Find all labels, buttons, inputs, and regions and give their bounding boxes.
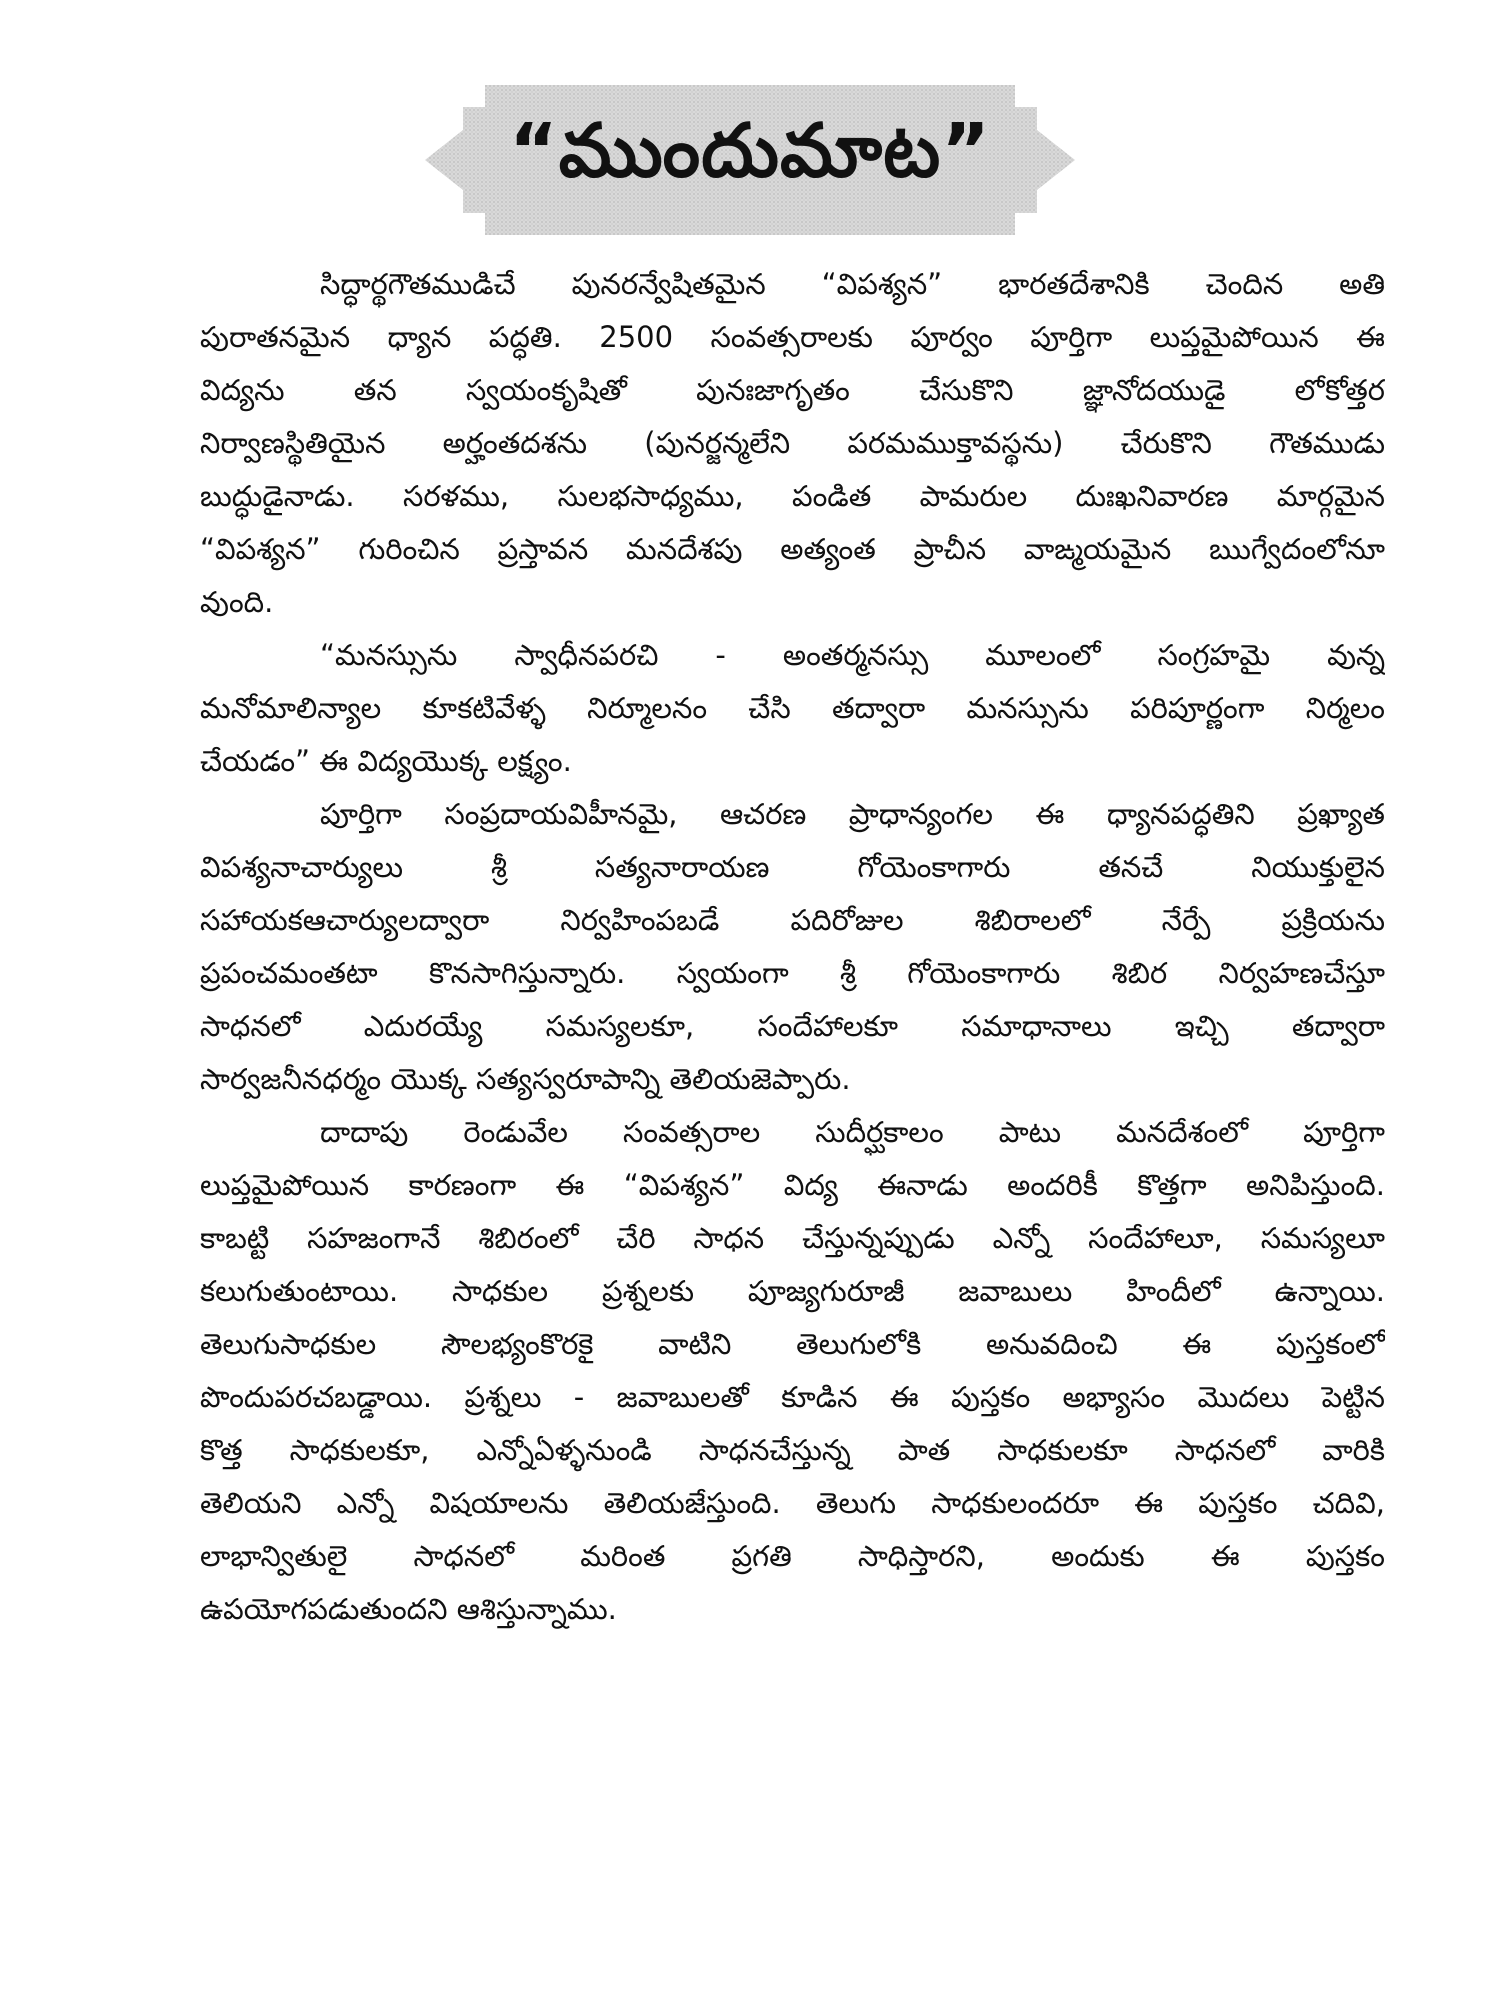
text-line: లుప్తమైపోయిన కారణంగా ఈ “విపశ్యన” విద్య ఈనాడు అందరికీ కొత్తగా అనిపిస్తుంది.: [200, 1168, 1385, 1202]
text-line: ఉపయోగపడుతుందని ఆశిస్తున్నాము.: [200, 1592, 617, 1626]
text-line: తెలుగుసాధకుల సౌలభ్యంకొరకై వాటిని తెలుగులోకి అనువదించి ఈ పుస్తకంలో: [200, 1327, 1385, 1361]
text-line: పూర్తిగా సంప్రదాయవిహీనమై, ఆచరణ ప్రాధాన్యంగల ఈ ధ్యానపద్ధతిని ప్రఖ్యాత: [320, 797, 1385, 831]
text-line: నిర్వాణస్థితియైన అర్హంతదశను (పునర్జన్మలేని పరమముక్తావస్థను) చేరుకొని గౌతముడు: [200, 426, 1385, 460]
text-line: మనోమాలిన్యాల కూకటివేళ్ళ నిర్మూలనం చేసి తద్వారా మనస్సును పరిపూర్ణంగా నిర్మలం: [200, 691, 1385, 725]
text-line: వుంది.: [200, 585, 274, 619]
text-line: సహాయకఆచార్యులద్వారా నిర్వహింపబడే పదిరోజుల శిబిరాలలో నేర్పే ప్రక్రియను: [200, 903, 1385, 937]
text-line: సార్వజనీనధర్మం యొక్క సత్యస్వరూపాన్ని తెలియజెప్పారు.: [200, 1062, 851, 1096]
paragraph: [200, 1106, 1385, 1636]
text-line: చేయడం” ఈ విద్యయొక్క లక్ష్యం.: [200, 744, 572, 778]
text-line: కలుగుతుంటాయి. సాధకుల ప్రశ్నలకు పూజ్యగురూజీ జవాబులు హిందీలో ఉన్నాయి.: [200, 1274, 1385, 1308]
body-text: [200, 258, 1385, 1636]
text-line: కొత్త సాధకులకూ, ఎన్నోఏళ్ళనుండి సాధనచేస్తున్న పాత సాధకులకూ సాధనలో వారికి: [200, 1433, 1385, 1467]
paragraph: [200, 788, 1385, 1106]
paragraph: [200, 629, 1385, 788]
text-line: విపశ్యనాచార్యులు శ్రీ సత్యనారాయణ గోయెంకాగారు తనచే నియుక్తులైన: [200, 850, 1385, 884]
text-line: “విపశ్యన” గురించిన ప్రస్తావన మనదేశపు అత్యంత ప్రాచీన వాఙ్మయమైన ఋగ్వేదంలోనూ: [200, 532, 1385, 566]
text-line: తెలియని ఎన్నో విషయాలను తెలియజేస్తుంది. తెలుగు సాధకులందరూ ఈ పుస్తకం చదివి,: [200, 1486, 1385, 1520]
text-line: సాధనలో ఎదురయ్యే సమస్యలకూ, సందేహాలకూ సమాధానాలు ఇచ్చి తద్వారా: [200, 1009, 1385, 1043]
text-line: దాదాపు రెండువేల సంవత్సరాల సుదీర్ఘకాలం పాటు మనదేశంలో పూర్తిగా: [320, 1115, 1385, 1149]
text-line: లాభాన్వితులై సాధనలో మరింత ప్రగతి సాధిస్తారని, అందుకు ఈ పుస్తకం: [200, 1539, 1385, 1573]
text-line: విద్యను తన స్వయంకృషితో పునఃజాగృతం చేసుకొని జ్ఞానోదయుడై లోకోత్తర: [200, 373, 1385, 407]
text-line: సిద్ధార్థగౌతముడిచే పునరన్వేషితమైన “విపశ్యన” భారతదేశానికి చెందిన అతి: [320, 267, 1385, 301]
text-line: కాబట్టి సహజంగానే శిబిరంలో చేరి సాధన చేస్తున్నప్పుడు ఎన్నో సందేహాలూ, సమస్యలూ: [200, 1221, 1385, 1255]
text-line: బుద్ధుడైనాడు. సరళము, సులభసాధ్యము, పండిత పామరుల దుఃఖనివారణ మార్గమైన: [200, 479, 1385, 513]
text-line: ప్రపంచమంతటా కొనసాగిస్తున్నారు. స్వయంగా శ్రీ గోయెంకాగారు శిబిర నిర్వహణచేస్తూ: [200, 956, 1385, 990]
page-title: “ముందుమాట”: [509, 108, 991, 194]
text-line: పొందుపరచబడ్డాయి. ప్రశ్నలు - జవాబులతో కూడిన ఈ పుస్తకం అభ్యాసం మొదలు పెట్టిన: [200, 1380, 1385, 1414]
title-banner: [425, 85, 1075, 235]
text-line: “మనస్సును స్వాధీనపరచి - అంతర్మనస్సు మూలంలో సంగ్రహమై వున్న: [320, 638, 1385, 672]
text-line: పురాతనమైన ధ్యాన పద్ధతి. 2500 సంవత్సరాలకు పూర్వం పూర్తిగా లుప్తమైపోయిన ఈ: [200, 320, 1385, 354]
paragraph: [200, 258, 1385, 629]
